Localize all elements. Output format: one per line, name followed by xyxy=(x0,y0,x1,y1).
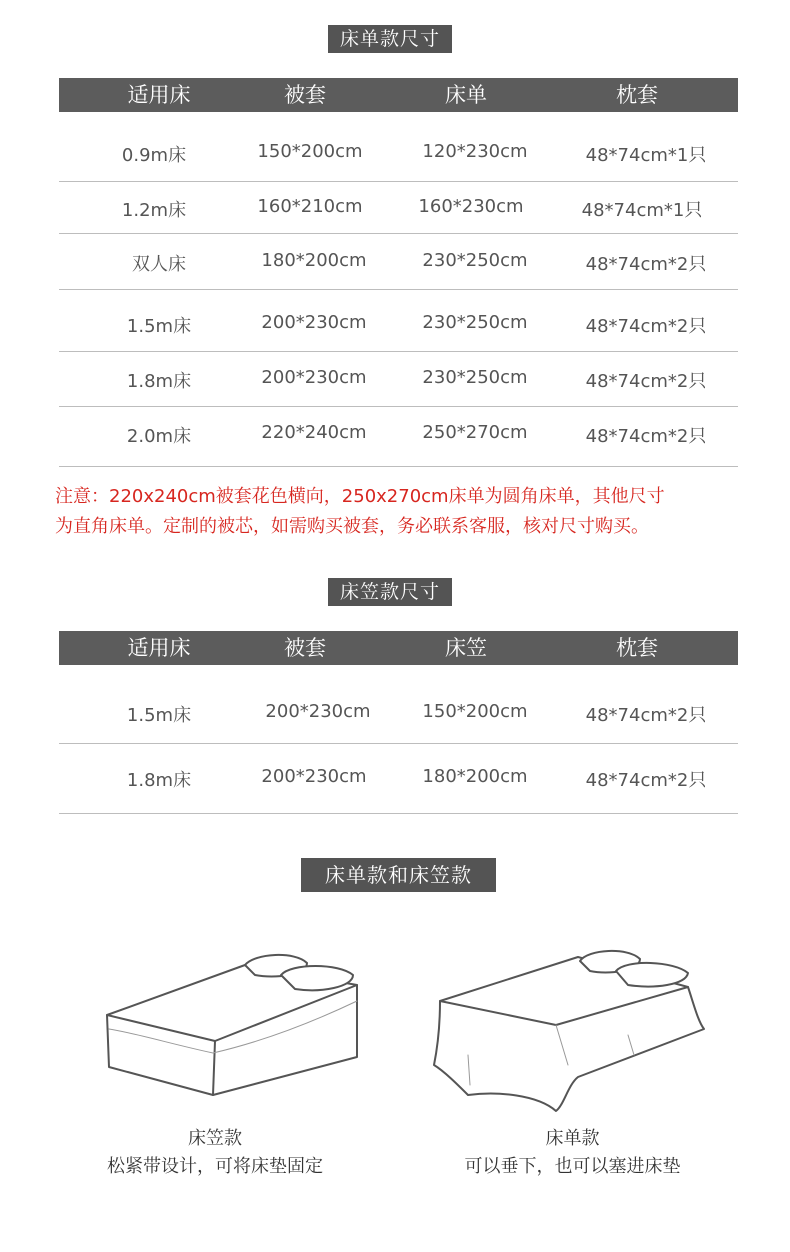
flat-title: 床单款 xyxy=(545,1128,600,1149)
flat-caption xyxy=(450,1125,695,1181)
table-row xyxy=(59,234,738,290)
table-row xyxy=(59,665,738,744)
cell-pillow: 48*74cm*2只 xyxy=(585,770,707,791)
sheet-table-header xyxy=(59,78,738,112)
cell-fitted-sheet: 180*200cm xyxy=(422,766,528,787)
cell-sheet: 250*270cm xyxy=(422,422,528,443)
cell-bed: 2.0m床 xyxy=(126,426,192,447)
cell-pillow: 48*74cm*2只 xyxy=(585,705,707,726)
cell-duvet: 200*230cm xyxy=(261,312,367,333)
row-divider xyxy=(59,466,738,467)
cell-bed: 双人床 xyxy=(132,254,186,275)
header-pillow: 枕套 xyxy=(616,636,658,660)
cell-duvet: 200*230cm xyxy=(265,701,371,722)
note-line-1: 注意：220x240cm被套花色横向，250x270cm床单为圆角床单，其他尺寸 xyxy=(55,486,665,507)
header-duvet: 被套 xyxy=(284,636,326,660)
table-row xyxy=(59,182,738,234)
cell-pillow: 48*74cm*2只 xyxy=(585,254,707,275)
cell-pillow: 48*74cm*1只 xyxy=(585,145,707,166)
table-row xyxy=(59,407,738,467)
cell-pillow: 48*74cm*2只 xyxy=(585,371,707,392)
fitted-caption xyxy=(95,1125,335,1181)
header-fitted-sheet: 床笠 xyxy=(445,636,487,660)
header-bed: 适用床 xyxy=(127,83,191,107)
cell-duvet: 200*230cm xyxy=(261,367,367,388)
cell-bed: 1.2m床 xyxy=(121,200,187,221)
cell-duvet: 220*240cm xyxy=(261,422,367,443)
cell-bed: 1.5m床 xyxy=(126,316,192,337)
cell-fitted-sheet: 150*200cm xyxy=(422,701,528,722)
size-note xyxy=(55,482,745,542)
fitted-title: 床笠款 xyxy=(188,1128,242,1149)
fitted-desc: 松紧带设计，可将床垫固定 xyxy=(107,1156,323,1177)
table-row xyxy=(59,352,738,407)
compare-section-tag: 床单款和床笠款 xyxy=(301,858,496,892)
header-duvet: 被套 xyxy=(284,83,326,107)
header-sheet: 床单 xyxy=(445,83,487,107)
cell-sheet: 230*250cm xyxy=(422,367,528,388)
table-row xyxy=(59,112,738,182)
header-pillow: 枕套 xyxy=(616,83,658,107)
note-line-2: 为直角床单。定制的被芯，如需购买被套，务必联系客服，核对尺寸购买。 xyxy=(55,516,649,537)
cell-pillow: 48*74cm*2只 xyxy=(585,316,707,337)
table-row xyxy=(59,744,738,814)
header-bed: 适用床 xyxy=(127,636,191,660)
cell-duvet: 150*200cm xyxy=(257,141,363,162)
fitted-table-header xyxy=(59,631,738,665)
cell-duvet: 160*210cm xyxy=(257,196,363,217)
table-row xyxy=(59,290,738,352)
cell-pillow: 48*74cm*2只 xyxy=(585,426,707,447)
cell-sheet: 120*230cm xyxy=(422,141,528,162)
cell-bed: 0.9m床 xyxy=(121,145,187,166)
cell-bed: 1.8m床 xyxy=(126,770,192,791)
fitted-section-tag: 床笠款尺寸 xyxy=(328,578,452,606)
cell-duvet: 200*230cm xyxy=(261,766,367,787)
flat-desc: 可以垂下，也可以塞进床垫 xyxy=(464,1156,681,1177)
cell-duvet: 180*200cm xyxy=(261,250,367,271)
cell-bed: 1.5m床 xyxy=(126,705,192,726)
fitted-sheet-bed-illustration xyxy=(95,945,375,1105)
cell-sheet: 230*250cm xyxy=(422,312,528,333)
cell-pillow: 48*74cm*1只 xyxy=(581,200,703,221)
cell-bed: 1.8m床 xyxy=(126,371,192,392)
sheet-section-tag: 床单款尺寸 xyxy=(328,25,452,53)
cell-sheet: 160*230cm xyxy=(418,196,524,217)
flat-sheet-bed-illustration xyxy=(428,945,713,1115)
row-divider xyxy=(59,813,738,814)
cell-sheet: 230*250cm xyxy=(422,250,528,271)
